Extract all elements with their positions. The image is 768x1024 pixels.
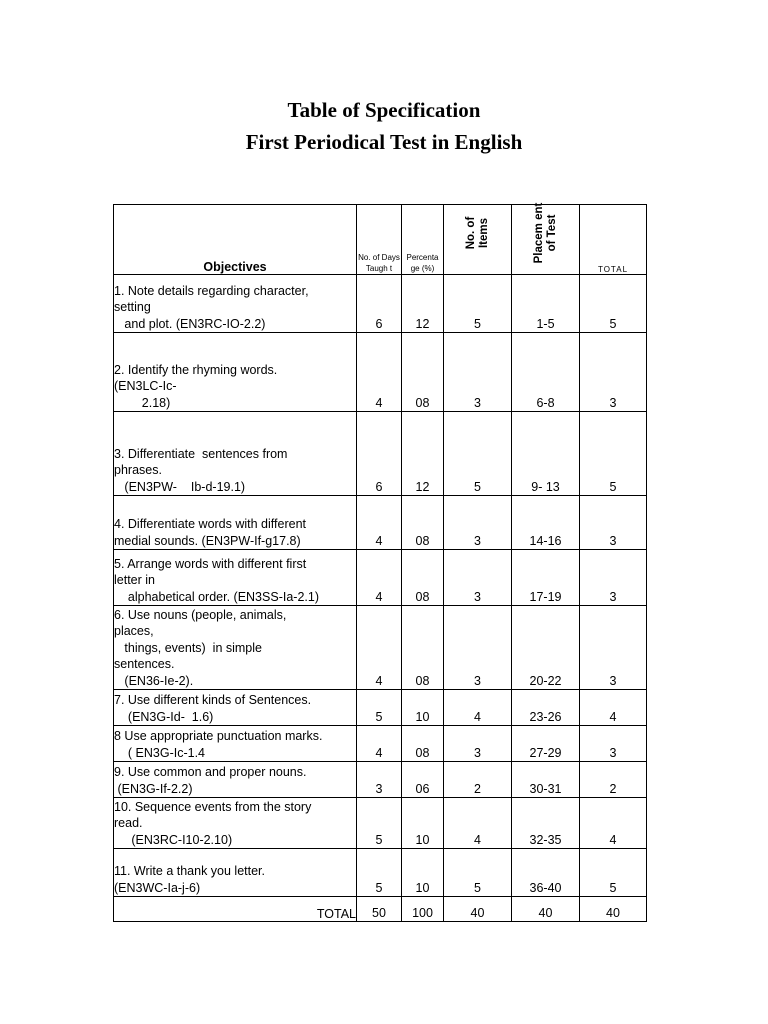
items-cell: 3 — [444, 550, 512, 606]
days-cell: 6 — [357, 412, 402, 496]
table-row — [114, 606, 647, 690]
total-cell: 5 — [580, 412, 647, 496]
header-percentage: Percenta ge (%) — [402, 205, 444, 275]
placement-cell: 32-35 — [512, 798, 580, 849]
header-days-taught: No. of Days Taugh t — [357, 205, 402, 275]
percent-cell: 12 — [402, 275, 444, 333]
header-placement-text: Placem ent of Test — [532, 202, 558, 263]
items-cell: 3 — [444, 726, 512, 762]
percent-cell: 08 — [402, 496, 444, 550]
items-cell: 4 — [444, 690, 512, 726]
percent-cell: 08 — [402, 726, 444, 762]
items-cell: 3 — [444, 496, 512, 550]
total-cell: 3 — [580, 726, 647, 762]
totals-label: TOTAL — [114, 897, 357, 922]
total-cell: 3 — [580, 333, 647, 412]
days-cell: 4 — [357, 606, 402, 690]
header-no-of-items-text: No. of Items — [464, 216, 490, 249]
objective-cell: 2. Identify the rhyming words. (EN3LC-Ic- 2.18) — [114, 333, 357, 412]
table-row — [114, 412, 647, 496]
placement-cell: 14-16 — [512, 496, 580, 550]
objective-cell: 7. Use different kinds of Sentences. (EN3G-Id- 1.6) — [114, 690, 357, 726]
table-row — [114, 275, 647, 333]
total-cell: 3 — [580, 496, 647, 550]
table-row — [114, 798, 647, 849]
objective-cell: 3. Differentiate sentences from phrases. (EN3PW- Ib-d-19.1) — [114, 412, 357, 496]
table-row — [114, 726, 647, 762]
table-row — [114, 550, 647, 606]
days-cell: 4 — [357, 550, 402, 606]
days-cell: 5 — [357, 690, 402, 726]
placement-cell: 36-40 — [512, 849, 580, 897]
days-cell: 5 — [357, 849, 402, 897]
items-cell: 5 — [444, 849, 512, 897]
objective-cell: 8 Use appropriate punctuation marks. ( EN3G-Ic-1.4 — [114, 726, 357, 762]
items-cell: 5 — [444, 412, 512, 496]
objective-cell: 1. Note details regarding character, setting and plot. (EN3RC-IO-2.2) — [114, 275, 357, 333]
total-cell: 3 — [580, 606, 647, 690]
total-cell: 4 — [580, 798, 647, 849]
days-cell: 4 — [357, 726, 402, 762]
specification-table — [113, 204, 647, 922]
header-no-of-items — [444, 205, 512, 275]
percent-cell: 12 — [402, 412, 444, 496]
placement-cell: 30-31 — [512, 762, 580, 798]
placement-cell: 23-26 — [512, 690, 580, 726]
total-cell: 4 — [580, 690, 647, 726]
objective-cell: 11. Write a thank you letter. (EN3WC-Ia-j-6) — [114, 849, 357, 897]
totals-row — [114, 897, 647, 922]
totals-placement: 40 — [512, 897, 580, 922]
days-cell: 6 — [357, 275, 402, 333]
items-cell: 3 — [444, 333, 512, 412]
percent-cell: 08 — [402, 606, 444, 690]
table-row — [114, 690, 647, 726]
placement-cell: 6-8 — [512, 333, 580, 412]
percent-cell: 10 — [402, 849, 444, 897]
placement-cell: 9- 13 — [512, 412, 580, 496]
objective-cell: 6. Use nouns (people, animals, places, things, events) in simple sentences. (EN36-Ie-2). — [114, 606, 357, 690]
totals-percent: 100 — [402, 897, 444, 922]
objective-cell: 9. Use common and proper nouns. (EN3G-If-2.2) — [114, 762, 357, 798]
placement-cell: 20-22 — [512, 606, 580, 690]
placement-cell: 17-19 — [512, 550, 580, 606]
objective-cell: 4. Differentiate words with different medial sounds. (EN3PW-If-g17.8) — [114, 496, 357, 550]
percent-cell: 06 — [402, 762, 444, 798]
items-cell: 4 — [444, 798, 512, 849]
placement-cell: 27-29 — [512, 726, 580, 762]
percent-cell: 08 — [402, 333, 444, 412]
days-cell: 5 — [357, 798, 402, 849]
total-cell: 5 — [580, 849, 647, 897]
title-line-1: Table of Specification — [287, 98, 481, 122]
percent-cell: 10 — [402, 798, 444, 849]
days-cell: 4 — [357, 333, 402, 412]
header-row — [114, 205, 647, 275]
table-row — [114, 496, 647, 550]
title-line-2: First Periodical Test in English — [245, 130, 523, 154]
document-title — [0, 94, 768, 158]
table-row — [114, 849, 647, 897]
percent-cell: 08 — [402, 550, 444, 606]
table-row — [114, 333, 647, 412]
days-cell: 3 — [357, 762, 402, 798]
items-cell: 3 — [444, 606, 512, 690]
header-placement — [512, 202, 580, 275]
placement-cell: 1-5 — [512, 275, 580, 333]
objective-cell: 10. Sequence events from the story read. (EN3RC-I10-2.10) — [114, 798, 357, 849]
totals-days: 50 — [357, 897, 402, 922]
items-cell: 2 — [444, 762, 512, 798]
percent-cell: 10 — [402, 690, 444, 726]
totals-total: 40 — [580, 897, 647, 922]
total-cell: 3 — [580, 550, 647, 606]
total-cell: 2 — [580, 762, 647, 798]
header-total: TOTAL — [580, 205, 647, 275]
items-cell: 5 — [444, 275, 512, 333]
header-objectives: Objectives — [114, 205, 357, 275]
table-row — [114, 762, 647, 798]
objective-cell: 5. Arrange words with different first letter in alphabetical order. (EN3SS-Ia-2.1) — [114, 550, 357, 606]
days-cell: 4 — [357, 496, 402, 550]
table-body — [114, 275, 647, 897]
total-cell: 5 — [580, 275, 647, 333]
totals-items: 40 — [444, 897, 512, 922]
